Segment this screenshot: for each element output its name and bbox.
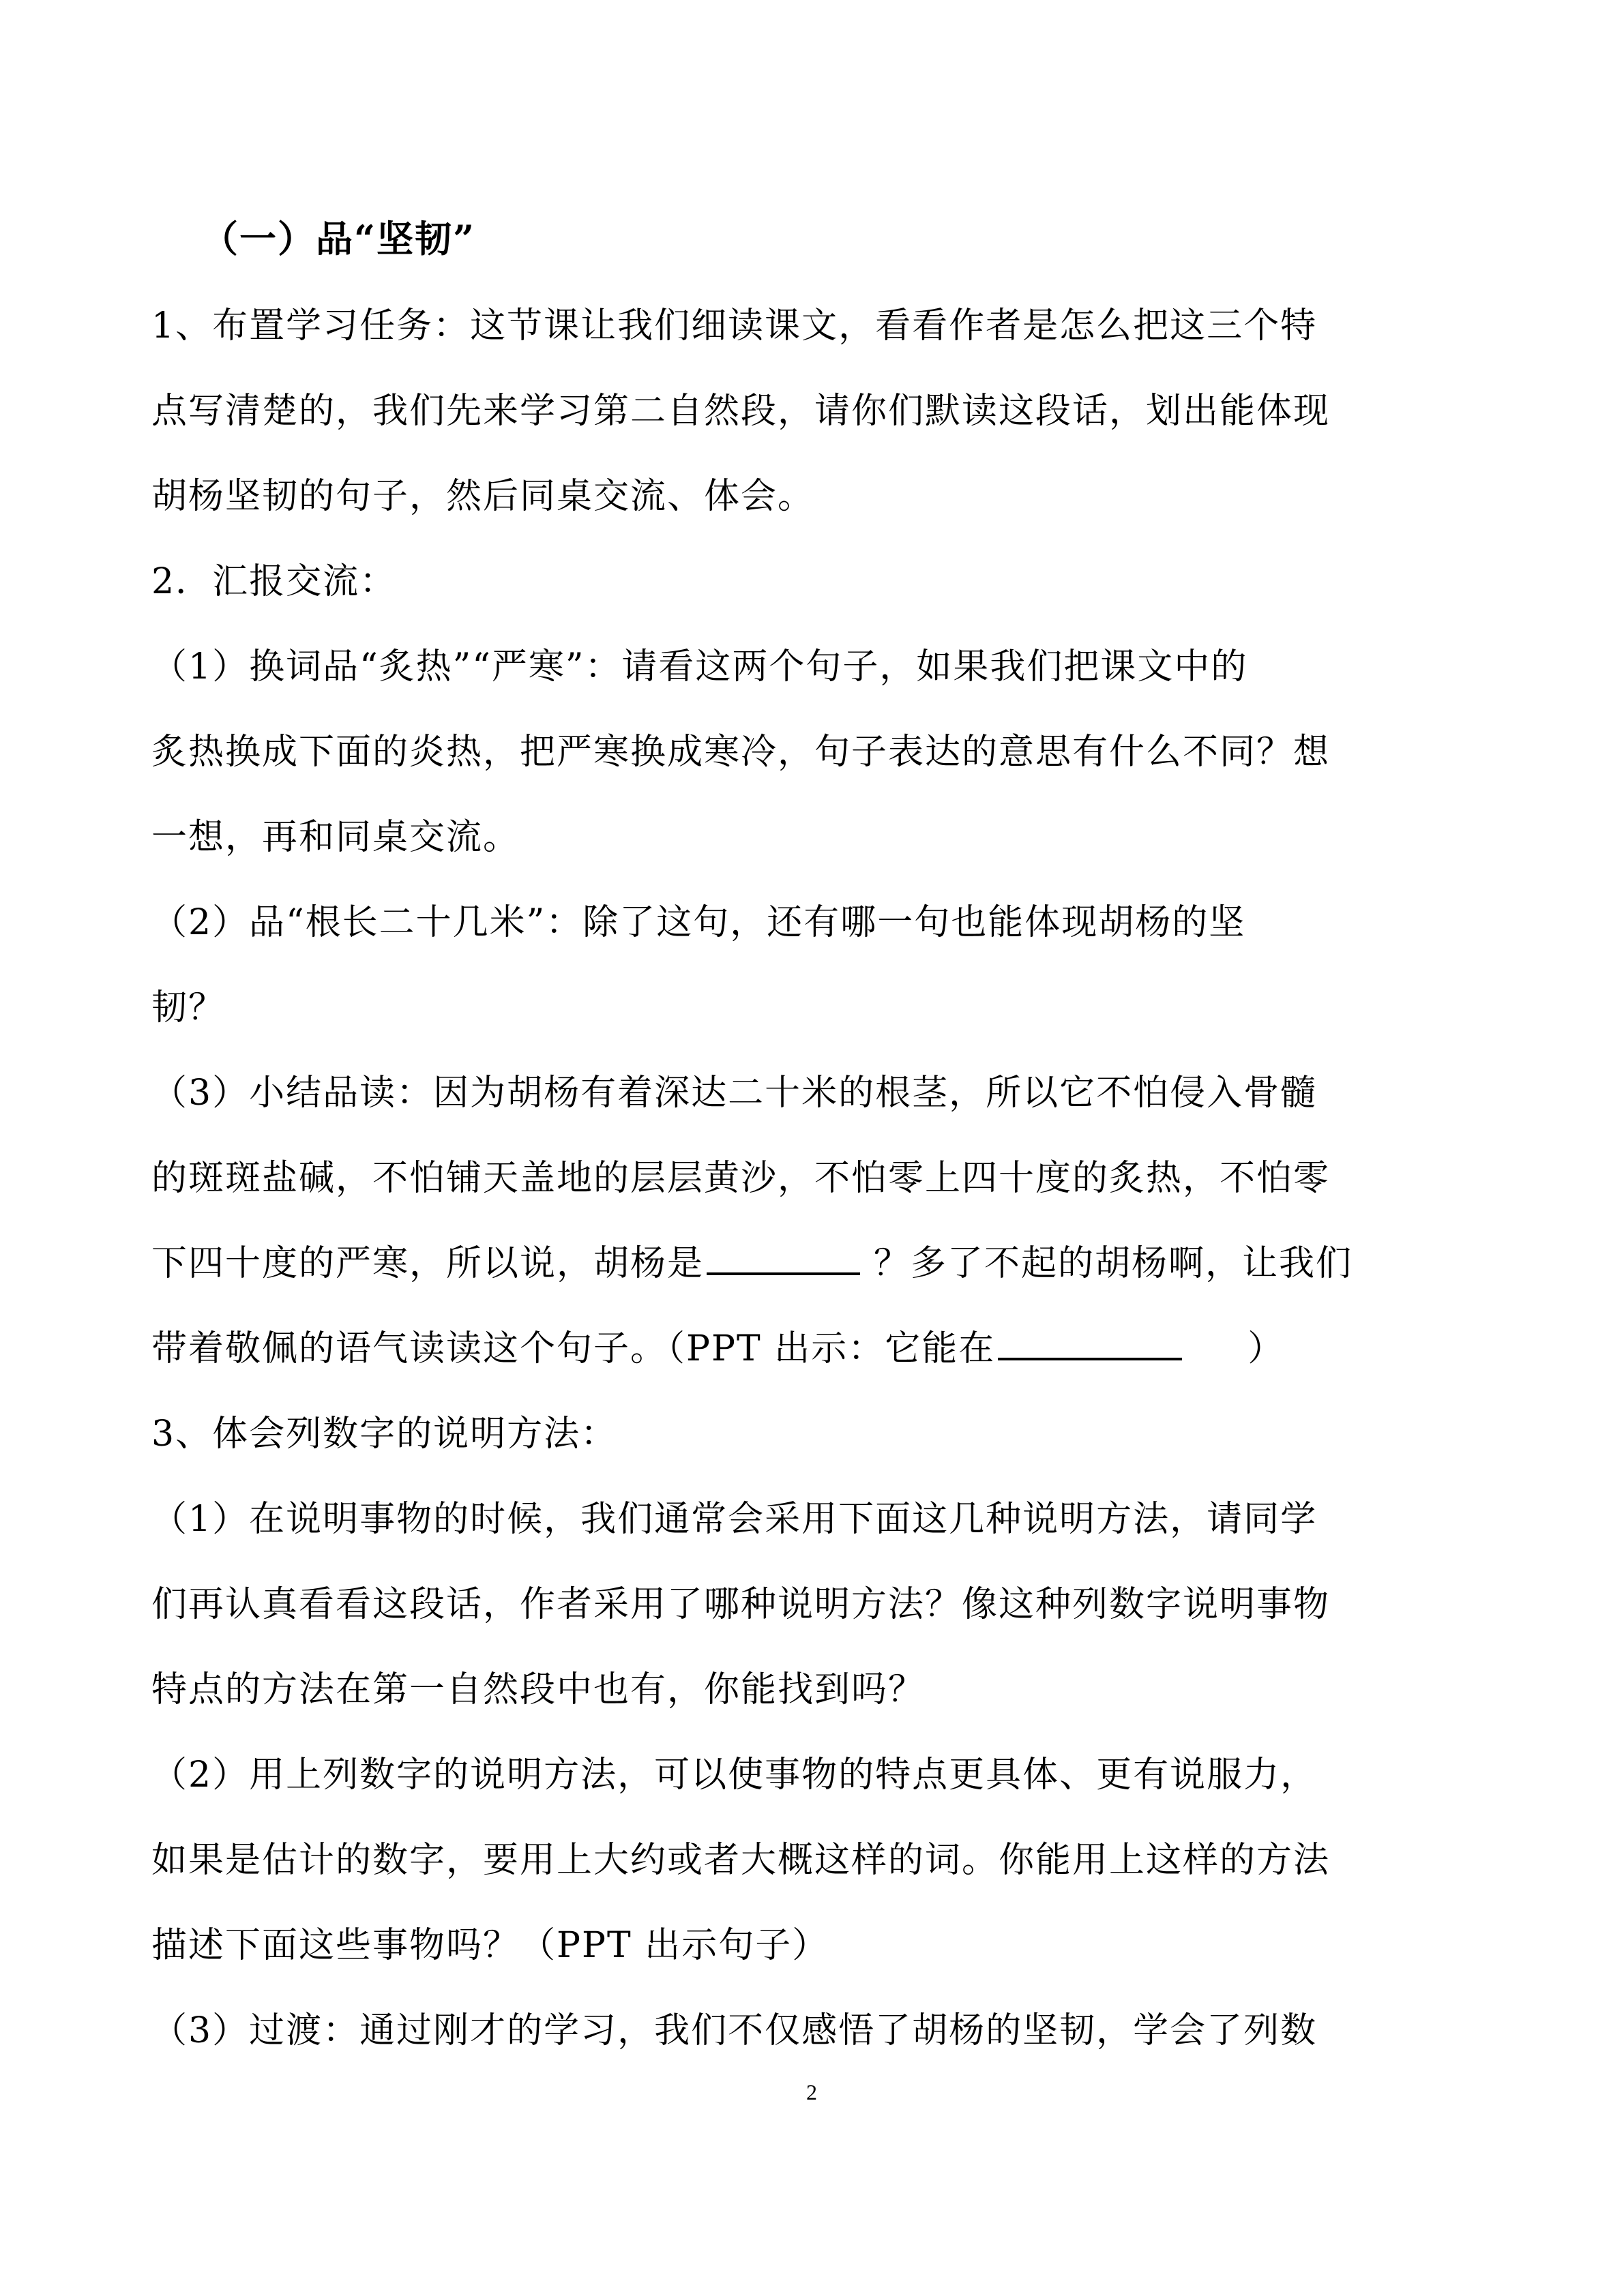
paragraph-line-with-blank: [151, 1236, 1488, 1291]
paragraph-line: 3、体会列数字的说明方法：: [151, 1414, 618, 1455]
fill-in-blank: [998, 1330, 1182, 1360]
paragraph-line: 特点的方法在第一自然段中也有，你能找到吗？: [151, 1669, 926, 1710]
section-heading: （一）品“坚韧”: [201, 217, 476, 260]
paragraph-line: （1）在说明事物的时候，我们通常会采用下面这几种说明方法，请同学: [151, 1499, 1318, 1540]
paragraph-line: （3）过渡：通过刚才的学习，我们不仅感悟了胡杨的坚韧，学会了列数: [151, 2010, 1318, 2051]
line-text-before-blank: 带着敬佩的语气读读这个句子。（PPT 出示：它能在: [151, 1328, 996, 1369]
paragraph-line: 韧？: [151, 987, 226, 1028]
fill-in-blank: [707, 1245, 860, 1275]
paragraph-line: 1、布置学习任务：这节课让我们细读课文，看看作者是怎么把这三个特: [151, 305, 1318, 346]
line-text-after-blank: ？多了不起的胡杨啊，让我们: [874, 1243, 1353, 1284]
paragraph-line: 胡杨坚韧的句子，然后同桌交流、体会。: [151, 476, 815, 517]
paragraph-line: 一想，再和同桌交流。: [151, 817, 520, 858]
paragraph-line: 描述下面这些事物吗？（PPT 出示句子）: [151, 1925, 829, 1966]
paragraph-line: 如果是估计的数字，要用上大约或者大概这样的词。你能用上这样的方法: [151, 1840, 1331, 1881]
line-text-before-blank: 下四十度的严寒，所以说，胡杨是: [151, 1243, 705, 1284]
paragraph-line: 炙热换成下面的炎热，把严寒换成寒冷，句子表达的意思有什么不同？想: [151, 732, 1331, 773]
paragraph-line: 点写清楚的，我们先来学习第二自然段，请你们默读这段话，划出能体现: [151, 391, 1331, 432]
paragraph-line: （1）换词品“炙热”“严寒”：请看这两个句子，如果我们把课文中的: [151, 646, 1248, 687]
paragraph-line-with-blank: [151, 1322, 1488, 1376]
page-number: 2: [806, 2080, 817, 2104]
paragraph-line: （2）品“根长二十几米”：除了这句，还有哪一句也能体现胡杨的坚: [151, 902, 1246, 943]
paragraph-line: （3）小结品读：因为胡杨有着深达二十米的根茎，所以它不怕侵入骨髓: [151, 1073, 1318, 1114]
paragraph-line: 2．汇报交流：: [151, 561, 397, 602]
paragraph-line: 的斑斑盐碱，不怕铺天盖地的层层黄沙，不怕零上四十度的炙热，不怕零: [151, 1158, 1331, 1199]
line-text-after-blank: ）: [1247, 1328, 1285, 1369]
paragraph-line: 们再认真看看这段话，作者采用了哪种说明方法？像这种列数字说明事物: [151, 1584, 1331, 1625]
paragraph-line: （2）用上列数字的说明方法，可以使事物的特点更具体、更有说服力，: [151, 1755, 1318, 1795]
